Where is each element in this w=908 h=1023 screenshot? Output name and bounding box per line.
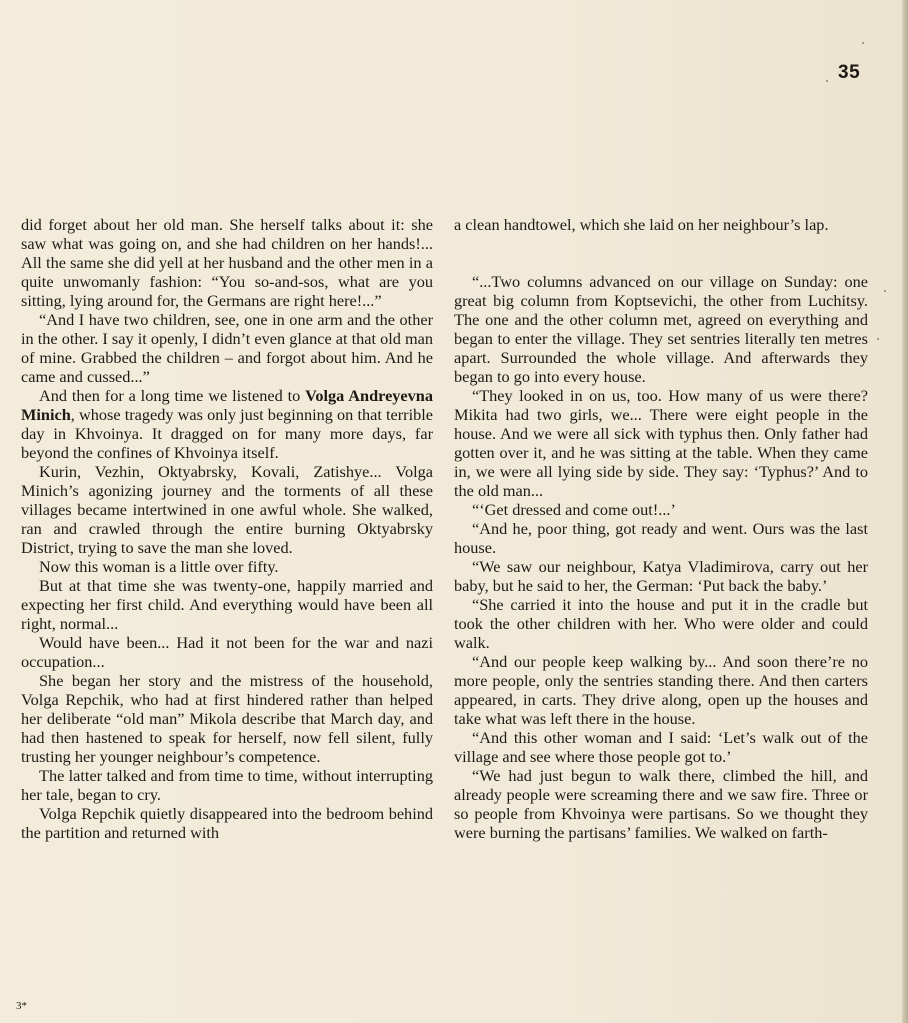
- paragraph: But at that time she was twenty-one, happily married and expecting her first child. And everything would have been all right, normal...: [21, 576, 433, 633]
- page-edge: [902, 0, 908, 1023]
- paragraph: “We had just begun to walk there, climbed the hill, and already people were screaming there and we saw fire. Three or so people from Khvoinya were partisans. So we thought they were burning the partisans’ families. We walked on farth-: [454, 766, 868, 842]
- paragraph: Now this woman is a little over fifty.: [39, 557, 279, 576]
- paper-speck: [862, 42, 864, 44]
- paragraph: “‘Get dressed and come out!...’: [472, 500, 676, 519]
- bold-name: Volga Andreyevna Minich: [21, 386, 433, 424]
- paragraph: “And our people keep walking by... And soon there’re no more people, only the sentries standing there. And then carters appeared, in carts. They drive along, open up the houses and take what was left there in the house.: [454, 652, 868, 728]
- left-column: [21, 215, 433, 842]
- paragraph: [21, 386, 433, 462]
- paragraph: “They looked in on us, too. How many of us were there? Mikita had two girls, we... There were eight people in the house. And we were all sick with typhus then. Only father had gotten over it, and he was sitting at the table. When they came in, we were all lying side by side. They say: ‘Typhus?’ And to the old man...: [454, 386, 868, 500]
- paragraph: “We saw our neighbour, Katya Vladimirova, carry out her baby, but he said to her, the German: ‘Put back the baby.’: [454, 557, 868, 595]
- signature-mark: 3*: [16, 1000, 27, 1012]
- paragraph: “And I have two children, see, one in one arm and the other in the other. I say it openly, I didn’t even glance at that old man of mine. Grabbed the children – and forgot about him. And he came and cussed...”: [21, 310, 433, 386]
- paragraph: “...Two columns advanced on our village on Sunday: one great big column from Koptsevichi, the other from Luchitsy. The one and the other column met, agreed on everything and began to enter the village. They set sentries literally ten metres apart. Surrounded the whole village. And afterwards they began to go into every house.: [454, 272, 868, 386]
- paragraph: “And he, poor thing, got ready and went. Ours was the last house.: [454, 519, 868, 557]
- paragraph: The latter talked and from time to time, without interrupting her tale, began to cry.: [21, 766, 433, 804]
- right-column: [454, 215, 868, 842]
- paragraph: “And this other woman and I said: ‘Let’s walk out of the village and see where those people got to.’: [454, 728, 868, 766]
- paragraph: a clean handtowel, which she laid on her neighbour’s lap.: [454, 215, 829, 234]
- paragraph: “She carried it into the house and put it in the cradle but took the other children with her. Who were older and could walk.: [454, 595, 868, 652]
- paragraph-text: And then for a long time we listened to: [39, 386, 306, 405]
- paragraph: did forget about her old man. She herself talks about it: she saw what was going on, and she had children on her hands!... All the same she did yell at her husband and the other men in a quite unwomanly fashion: “You so-and-sos, what are you sitting, lying around for, the Germans are right here!...”: [21, 215, 433, 310]
- paragraph: Kurin, Vezhin, Oktyabrsky, Kovali, Zatishye... Volga Minich’s agonizing journey and the torments of all these villages became intertwined in one awful whole. She walked, ran and crawled through the entire burning Oktyabrsky District, trying to save the man she loved.: [21, 462, 433, 557]
- paragraph: She began her story and the mistress of the household, Volga Repchik, who had at first hindered rather than helped her deliberate “old man” Mikola describe that March day, and had then hastened to speak for herself, now fell silent, fully trusting her younger neighbour’s competence.: [21, 671, 433, 766]
- paper-speck: [826, 80, 828, 82]
- page-number: 35: [838, 62, 861, 83]
- section-gap: [454, 234, 868, 272]
- paragraph-text: , whose tragedy was only just beginning on that terrible day in Khvoinya. It dragged on for many more days, far beyond the confines of Khvoinya itself.: [21, 405, 433, 462]
- paper-speck: [884, 290, 886, 292]
- paper-speck: [877, 338, 879, 340]
- paragraph: Volga Repchik quietly disappeared into the bedroom behind the partition and returned with: [21, 804, 433, 842]
- paragraph: Would have been... Had it not been for the war and nazi occupation...: [21, 633, 433, 671]
